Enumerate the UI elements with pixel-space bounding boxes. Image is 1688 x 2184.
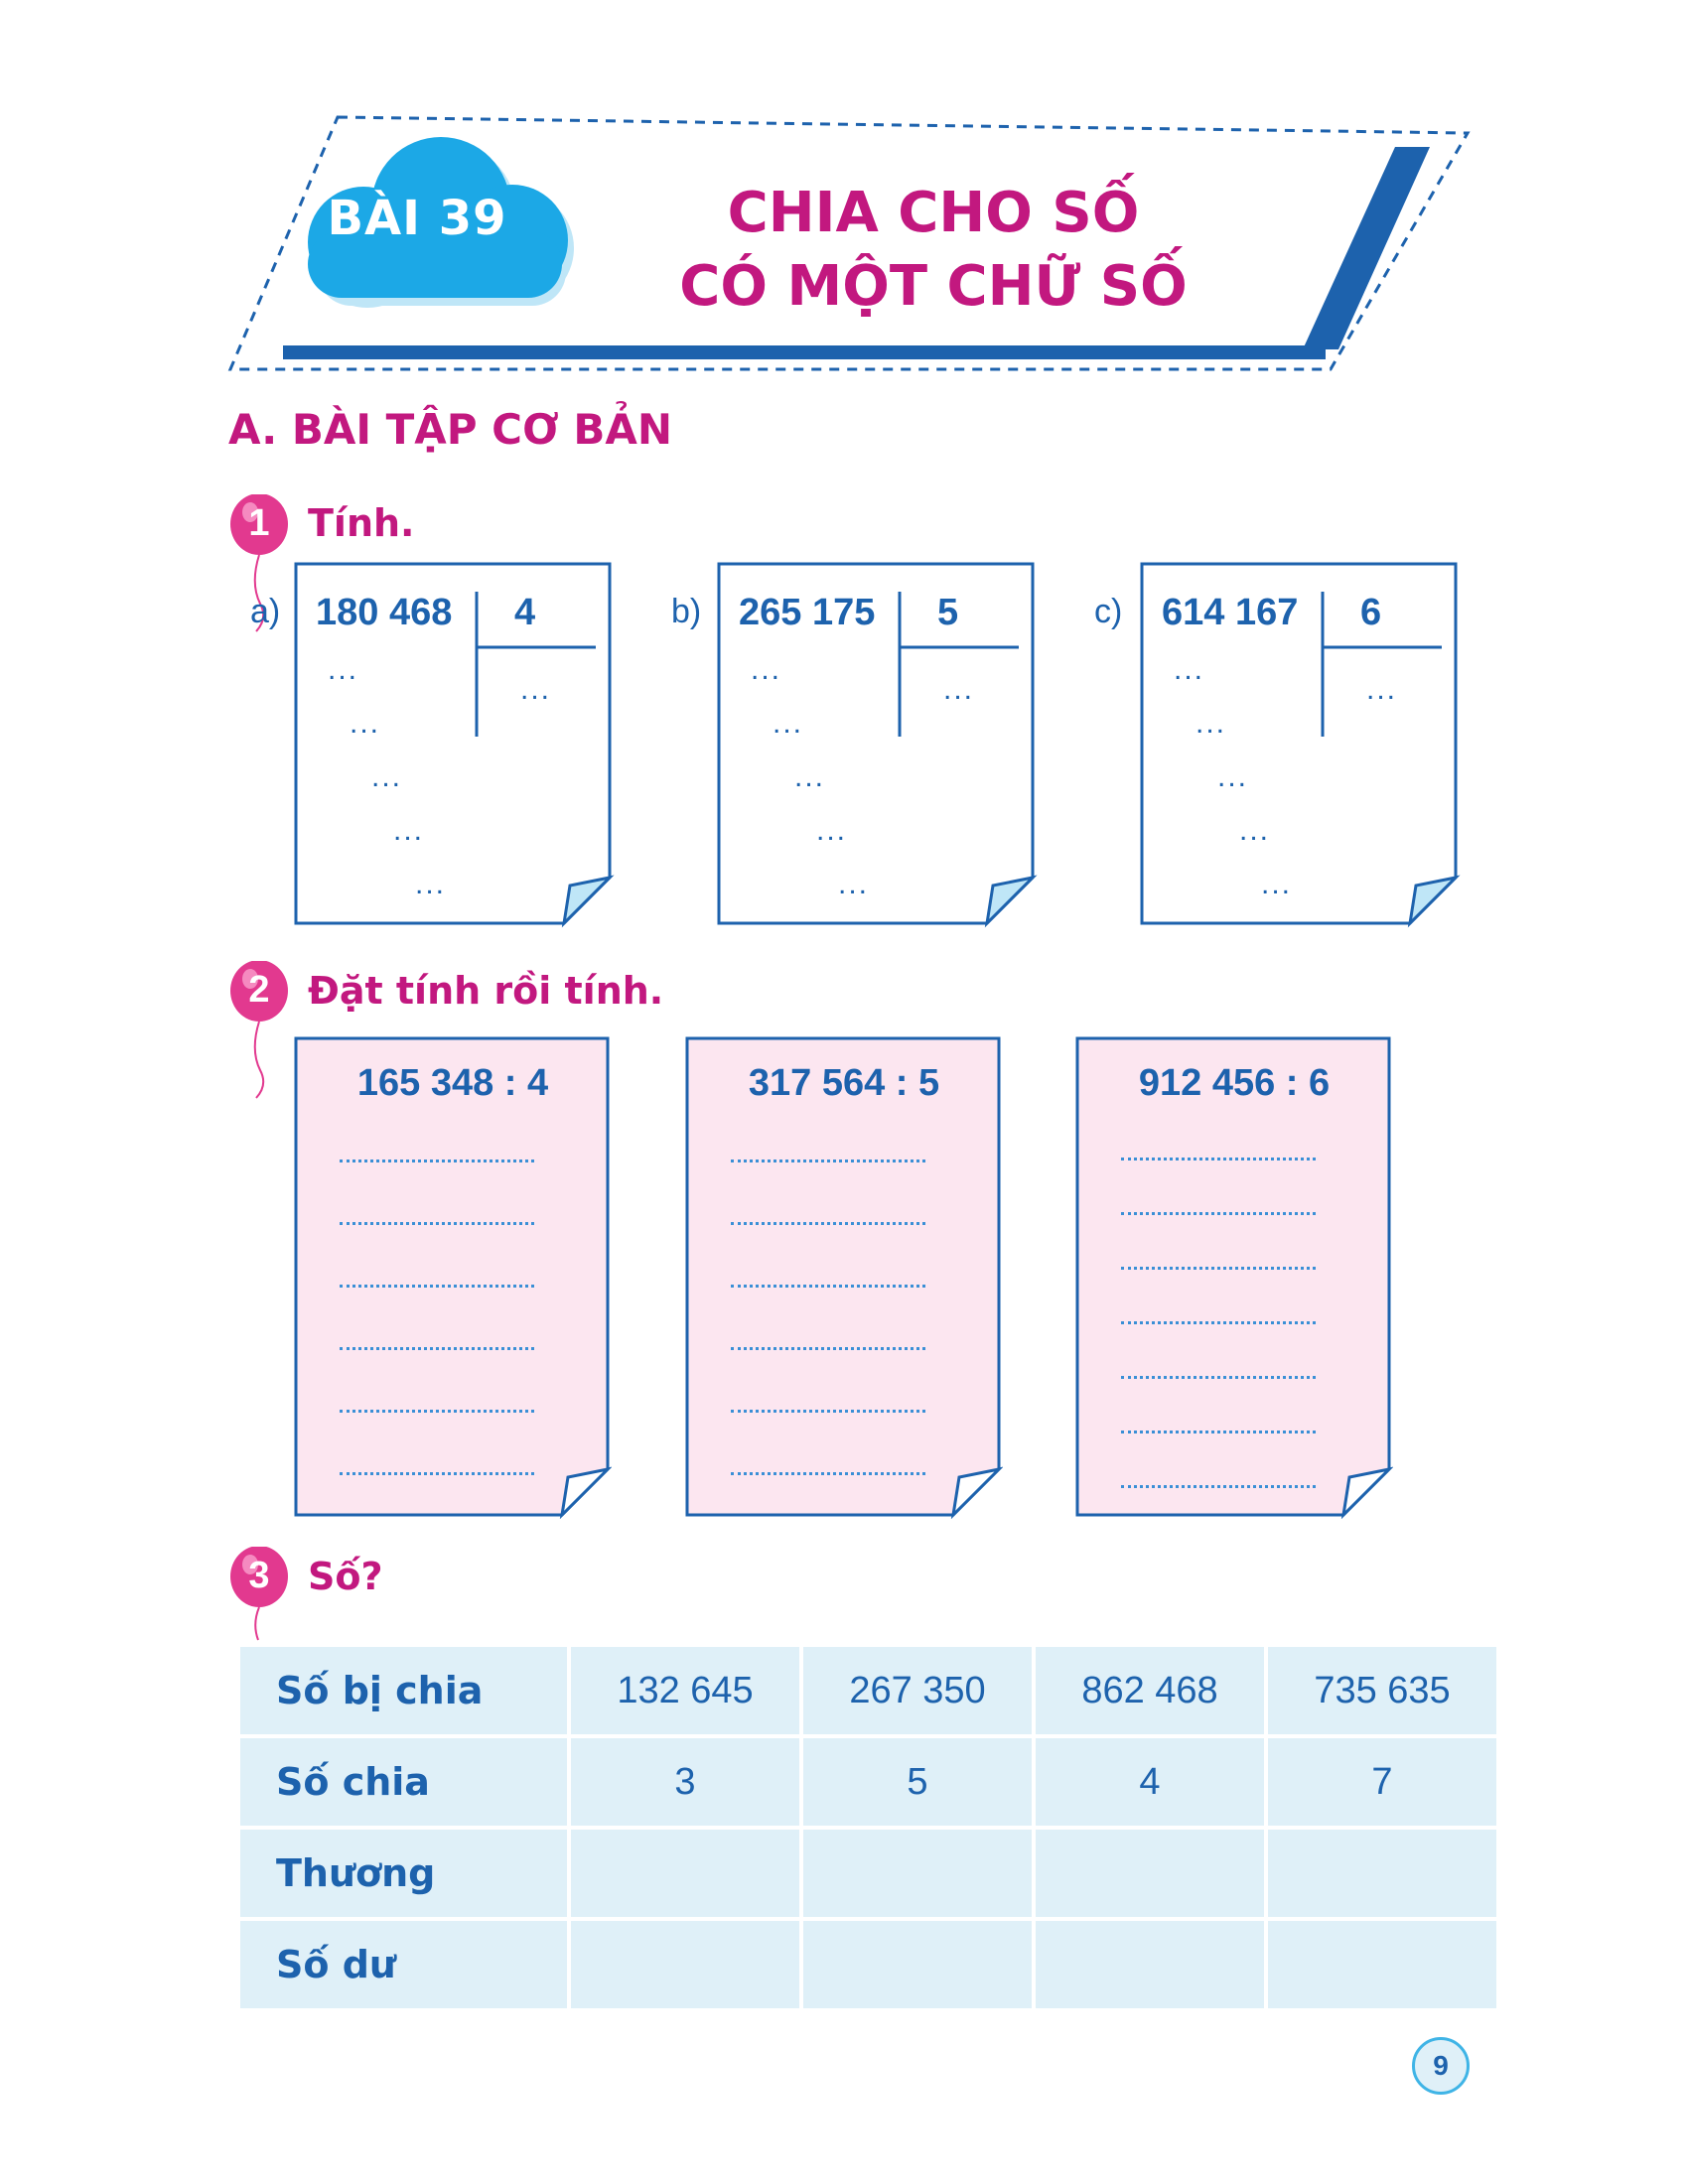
- item-letter-b: b): [671, 593, 702, 630]
- division-card-a: [294, 562, 622, 929]
- table-row: [238, 1645, 1498, 1736]
- placeholder-dots: ...: [1217, 760, 1249, 793]
- division-card-c: [1140, 562, 1468, 929]
- placeholder-dots: ...: [816, 814, 848, 847]
- table-cell: 862 468: [1034, 1645, 1266, 1736]
- answer-line[interactable]: [731, 1347, 925, 1350]
- pink-card-3: [1075, 1036, 1393, 1519]
- item-letter-c: c): [1094, 593, 1123, 630]
- exercise-2-title: Đặt tính rồi tính.: [308, 969, 664, 1013]
- division-card-b: [717, 562, 1045, 929]
- answer-cell[interactable]: [1266, 1919, 1498, 2010]
- answer-cell[interactable]: [801, 1828, 1034, 1919]
- row-label: Số bị chia: [238, 1645, 569, 1736]
- placeholder-dots: ...: [1261, 868, 1293, 900]
- table-cell: 4: [1034, 1736, 1266, 1828]
- placeholder-dots: ...: [1239, 814, 1271, 847]
- answer-line[interactable]: [731, 1285, 925, 1288]
- answer-line[interactable]: [340, 1160, 534, 1162]
- dividend: 614 167: [1162, 592, 1299, 633]
- table-row: [238, 1736, 1498, 1828]
- answer-line[interactable]: [731, 1222, 925, 1225]
- answer-cell[interactable]: [1034, 1919, 1266, 2010]
- dividend: 180 468: [316, 592, 453, 633]
- exercise-1-title: Tính.: [308, 501, 415, 545]
- answer-cell[interactable]: [569, 1919, 801, 2010]
- placeholder-dots: ...: [328, 653, 359, 686]
- pink-card-2: [685, 1036, 1003, 1519]
- divisor: 5: [937, 592, 959, 633]
- answer-cell[interactable]: [1266, 1828, 1498, 1919]
- answer-line[interactable]: [731, 1472, 925, 1475]
- dividend: 265 175: [739, 592, 876, 633]
- lesson-label: BÀI 39: [327, 191, 507, 246]
- answer-line[interactable]: [731, 1410, 925, 1413]
- answer-line[interactable]: [731, 1160, 925, 1162]
- answer-line[interactable]: [340, 1347, 534, 1350]
- page-title-line-2: CÓ MỘT CHỮ SỐ: [679, 254, 1188, 319]
- answer-line[interactable]: [1121, 1158, 1316, 1160]
- answer-line[interactable]: [340, 1222, 534, 1225]
- table-cell: 5: [801, 1736, 1034, 1828]
- answer-line[interactable]: [1121, 1485, 1316, 1488]
- placeholder-dots: ...: [794, 760, 826, 793]
- balloon-icon-2: [230, 961, 300, 1105]
- answer-line[interactable]: [1121, 1267, 1316, 1270]
- number-table: [236, 1643, 1500, 2012]
- answer-line[interactable]: [340, 1472, 534, 1475]
- item-letter-a: a): [250, 593, 281, 630]
- placeholder-dots: ...: [350, 707, 381, 740]
- exercise-number: 2: [248, 969, 270, 1011]
- divisor: 6: [1360, 592, 1382, 633]
- placeholder-dots: ...: [415, 868, 447, 900]
- expression: 912 456 : 6: [1138, 1062, 1331, 1104]
- placeholder-dots: ...: [838, 868, 870, 900]
- row-label: Thương: [238, 1828, 569, 1919]
- placeholder-dots: ...: [393, 814, 425, 847]
- placeholder-dots: ...: [371, 760, 403, 793]
- table-cell: 132 645: [569, 1645, 801, 1736]
- answer-cell[interactable]: [1034, 1828, 1266, 1919]
- expression: 317 564 : 5: [748, 1062, 940, 1104]
- divisor: 4: [514, 592, 536, 633]
- placeholder-dots: ...: [520, 673, 552, 706]
- answer-line[interactable]: [340, 1285, 534, 1288]
- answer-line[interactable]: [1121, 1376, 1316, 1379]
- placeholder-dots: ...: [1196, 707, 1227, 740]
- answer-line[interactable]: [340, 1410, 534, 1413]
- placeholder-dots: ...: [751, 653, 782, 686]
- answer-line[interactable]: [1121, 1212, 1316, 1215]
- row-label: Số chia: [238, 1736, 569, 1828]
- placeholder-dots: ...: [1174, 653, 1205, 686]
- exercise-number: 1: [248, 502, 270, 544]
- answer-line[interactable]: [1121, 1321, 1316, 1324]
- expression: 165 348 : 4: [356, 1062, 549, 1104]
- answer-cell[interactable]: [801, 1919, 1034, 2010]
- pink-card-1: [294, 1036, 612, 1519]
- table-cell: 7: [1266, 1736, 1498, 1828]
- table-cell: 267 350: [801, 1645, 1034, 1736]
- exercise-number: 3: [248, 1555, 270, 1596]
- placeholder-dots: ...: [943, 673, 975, 706]
- row-label: Số dư: [238, 1919, 569, 2010]
- table-cell: 735 635: [1266, 1645, 1498, 1736]
- page-number: 9: [1412, 2037, 1470, 2095]
- table-cell: 3: [569, 1736, 801, 1828]
- answer-cell[interactable]: [569, 1828, 801, 1919]
- placeholder-dots: ...: [773, 707, 804, 740]
- section-title: A. BÀI TẬP CƠ BẢN: [228, 405, 672, 454]
- placeholder-dots: ...: [1366, 673, 1398, 706]
- table-row: [238, 1919, 1498, 2010]
- answer-line[interactable]: [1121, 1431, 1316, 1433]
- exercise-3-title: Số?: [308, 1555, 383, 1598]
- page-title-line-1: CHIA CHO SỐ: [727, 181, 1140, 245]
- balloon-icon-3: [230, 1547, 300, 1651]
- table-row: [238, 1828, 1498, 1919]
